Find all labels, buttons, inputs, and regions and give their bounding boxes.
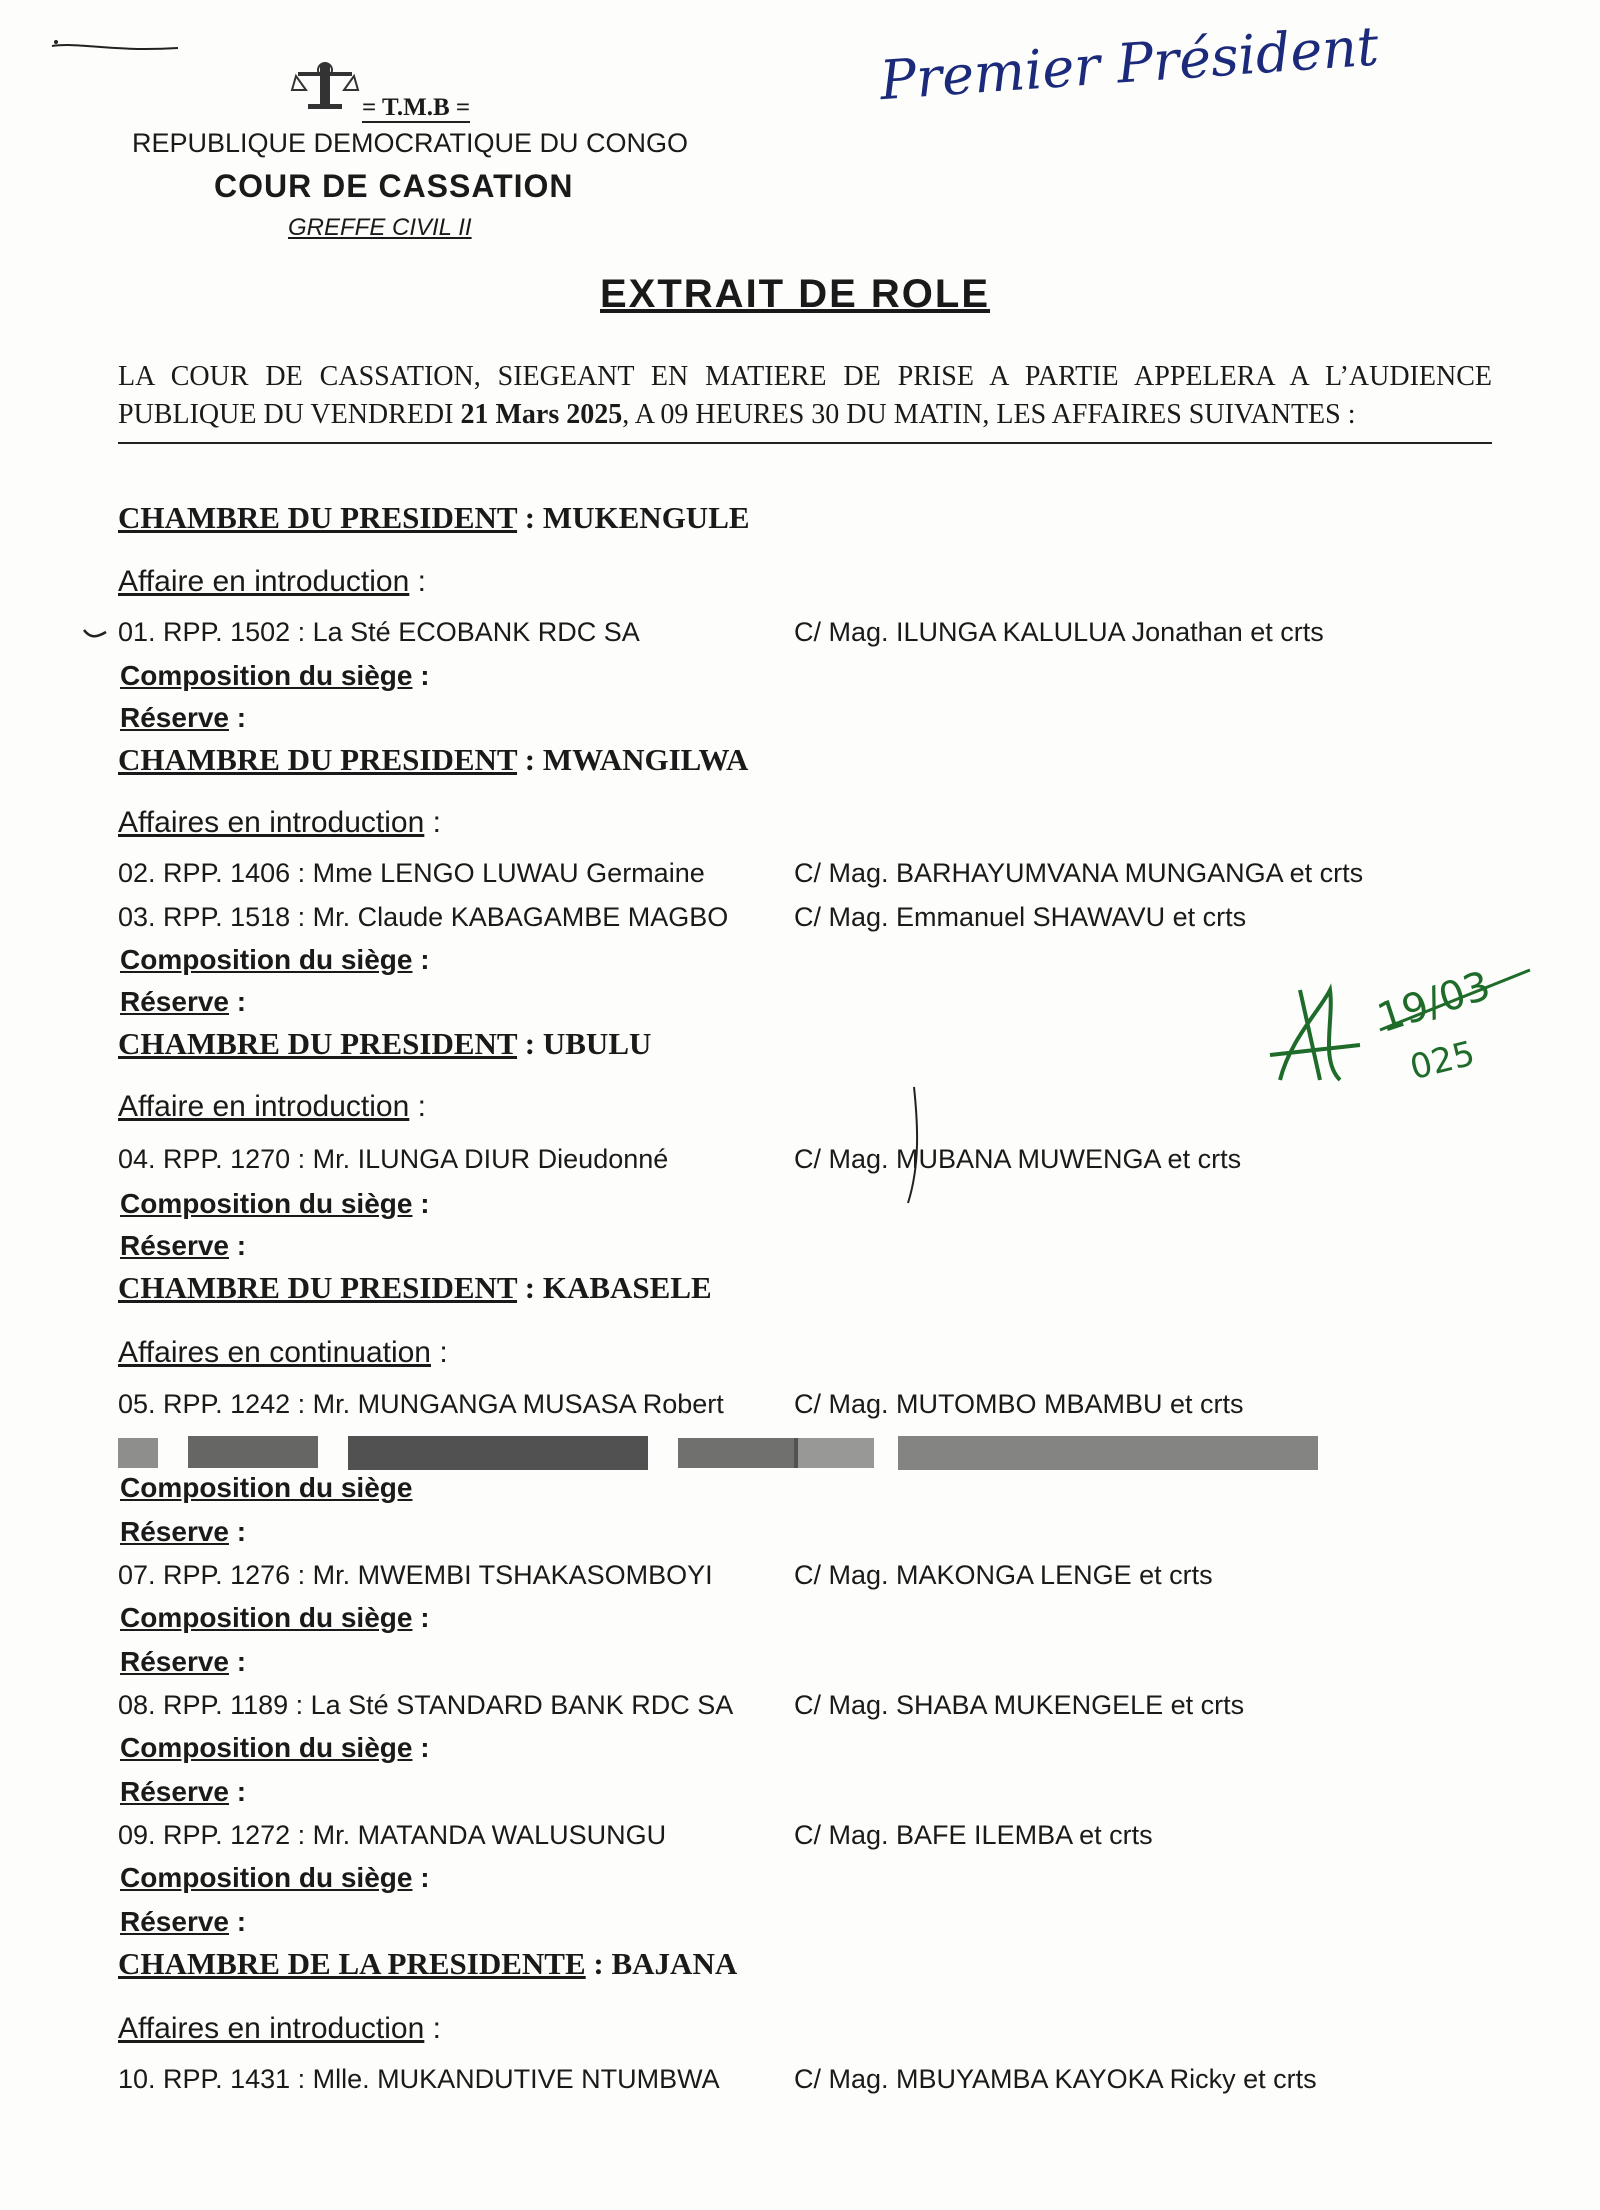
- case-row: 09. RPP. 1272 : Mr. MATANDA WALUSUNGU C/ Mag. BAFE ILEMBA et crts: [118, 1820, 1153, 1850]
- reserve-label: Réserve :: [120, 702, 247, 733]
- composition-label: Composition du siège :: [120, 1732, 430, 1763]
- section-label: Affaires en continuation :: [118, 1336, 448, 1369]
- handwritten-annotation: [870, 14, 1381, 124]
- intro-paragraph: LA COUR DE CASSATION, SIEGEANT EN MATIERE DE PRISE A PARTIE APPELERA A L’AUDIENCE PUBLIQUE DU VENDREDI 21 Mars 2025, A 09 HEURES 30 DU MATIN, LES AFFAIRES SUIVANTES :: [118, 358, 1492, 444]
- composition-label: Composition du siège :: [120, 944, 430, 975]
- chamber-heading: CHAMBRE DU PRESIDENT : MWANGILWA: [118, 742, 749, 777]
- handwritten-stamp-signature: [1260, 950, 1550, 1100]
- reserve-label: Réserve :: [120, 1646, 247, 1677]
- case-row: 07. RPP. 1276 : Mr. MWEMBI TSHAKASOMBOYI C/ Mag. MAKONGA LENGE et crts: [118, 1560, 1213, 1590]
- case-row: 10. RPP. 1431 : Mlle. MUKANDUTIVE NTUMBWA C/ Mag. MBUYAMBA KAYOKA Ricky et crts: [118, 2064, 1317, 2094]
- tmb-mark: = T.M.B =: [362, 94, 471, 121]
- composition-label: Composition du siège: [120, 1472, 413, 1503]
- handwritten-tick: [82, 626, 108, 642]
- svg-text:Premier Président: Premier Président: [877, 14, 1381, 113]
- republic-heading: REPUBLIQUE DEMOCRATIQUE DU CONGO: [132, 128, 689, 158]
- court-heading: COUR DE CASSATION: [214, 168, 574, 204]
- court-emblem-logo: [290, 60, 360, 114]
- case-row: 02. RPP. 1406 : Mme LENGO LUWAU Germaine C/ Mag. BARHAYUMVANA MUNGANGA et crts: [118, 858, 1364, 888]
- handwritten-stroke: [900, 1085, 930, 1205]
- chamber-heading: CHAMBRE DU PRESIDENT : MUKENGULE: [118, 500, 750, 535]
- section-label: Affaires en introduction :: [118, 806, 441, 839]
- chamber-heading: CHAMBRE DE LA PRESIDENTE : BAJANA: [118, 1946, 738, 1981]
- registry-heading: GREFFE CIVIL II: [288, 214, 472, 241]
- section-label: Affaire en introduction :: [118, 565, 426, 598]
- composition-label: Composition du siège :: [120, 1188, 430, 1219]
- composition-label: Composition du siège :: [120, 1602, 430, 1633]
- case-row: 03. RPP. 1518 : Mr. Claude KABAGAMBE MAGBO C/ Mag. Emmanuel SHAWAVU et crts: [118, 902, 1247, 932]
- svg-text:19/03: 19/03: [1372, 962, 1496, 1042]
- reserve-label: Réserve :: [120, 986, 247, 1017]
- reserve-label: Réserve :: [120, 1516, 247, 1547]
- case-row: 01. RPP. 1502 : La Sté ECOBANK RDC SA C/ Mag. ILUNGA KALULUA Jonathan et crts: [118, 617, 1324, 647]
- chamber-heading: CHAMBRE DU PRESIDENT : UBULU: [118, 1026, 652, 1061]
- case-row: 08. RPP. 1189 : La Sté STANDARD BANK RDC SA C/ Mag. SHABA MUKENGELE et crts: [118, 1690, 1245, 1720]
- section-label: Affaire en introduction :: [118, 1090, 426, 1123]
- reserve-label: Réserve :: [120, 1906, 247, 1937]
- chamber-heading: CHAMBRE DU PRESIDENT : KABASELE: [118, 1270, 712, 1305]
- reserve-label: Réserve :: [120, 1776, 247, 1807]
- case-row: 05. RPP. 1242 : Mr. MUNGANGA MUSASA Robert C/ Mag. MUTOMBO MBAMBU et crts: [118, 1389, 1244, 1419]
- svg-text:025: 025: [1406, 1033, 1479, 1089]
- handwritten-dash: [50, 38, 180, 58]
- composition-label: Composition du siège :: [120, 1862, 430, 1893]
- case-row: 04. RPP. 1270 : Mr. ILUNGA DIUR Dieudonné C/ Mag. MUBANA MUWENGA et crts: [118, 1144, 1242, 1174]
- composition-label: Composition du siège :: [120, 660, 430, 691]
- section-label: Affaires en introduction :: [118, 2012, 441, 2045]
- document-title: EXTRAIT DE ROLE: [600, 272, 991, 316]
- reserve-label: Réserve :: [120, 1230, 247, 1261]
